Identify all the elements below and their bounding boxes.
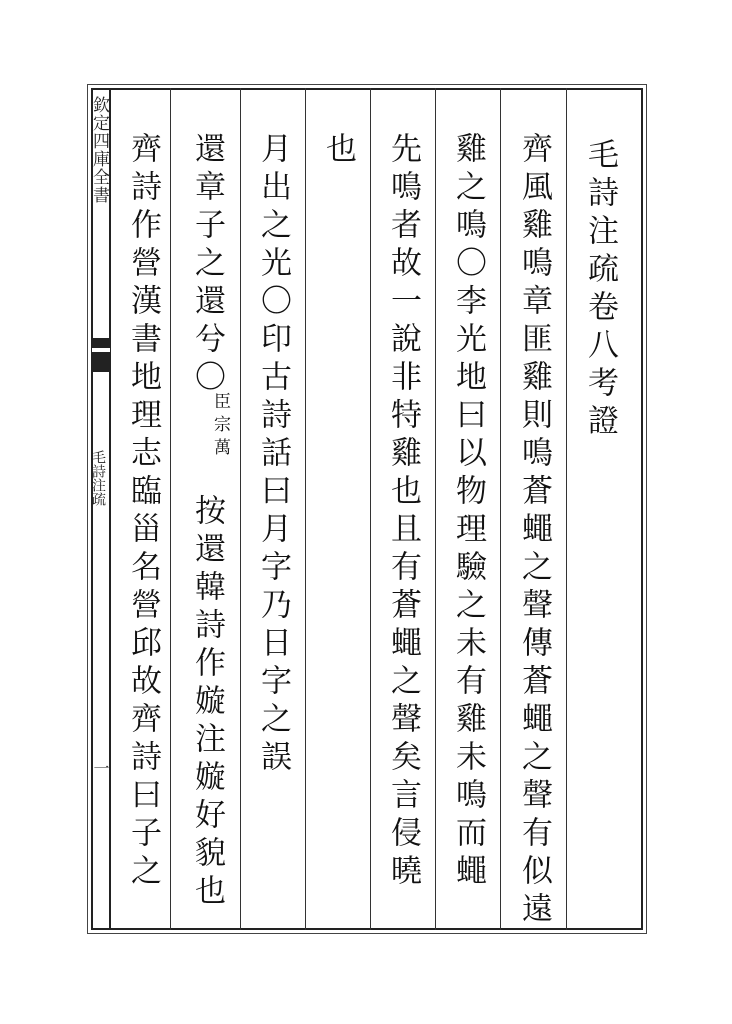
spine-strip	[91, 88, 111, 930]
text-column: 月出之光〇印古詩話曰月字乃日字之誤	[255, 132, 291, 778]
text-column: 齊詩作營漢書地理志臨甾名營邱故齊詩曰子之	[125, 132, 161, 892]
fishtail-mark-icon	[92, 338, 110, 372]
column-rule	[240, 88, 241, 930]
column-heading: 毛詩注疏卷八考證	[582, 138, 618, 442]
text-column: 齊風雞鳴章匪雞則鳴蒼蠅之聲傳蒼蠅之聲有似遠	[516, 132, 552, 930]
column-rule	[305, 88, 306, 930]
column-rule	[435, 88, 436, 930]
author-note: 臣宗萬	[210, 392, 230, 461]
spine-collection-title: 欽定四庫全書	[89, 96, 109, 204]
spine-book-title: 毛詩注疏	[90, 450, 106, 506]
text-column: 雞之鳴〇李光地曰以物理驗之未有雞未鳴而蠅	[450, 132, 486, 892]
page-border	[91, 88, 643, 930]
spine-page-number: 一	[91, 760, 110, 776]
column-rule	[566, 88, 567, 930]
text-column: 還章子之還兮〇	[189, 132, 225, 398]
column-rule	[500, 88, 501, 930]
column-rule	[170, 88, 171, 930]
text-column: 也	[320, 132, 356, 170]
text-column: 按還韓詩作嫙注嫙好貌也	[189, 494, 225, 912]
fishtail-gap	[92, 348, 110, 352]
text-column: 先鳴者故一說非特雞也且有蒼蠅之聲矣言侵曉	[385, 132, 421, 892]
column-rule	[370, 88, 371, 930]
